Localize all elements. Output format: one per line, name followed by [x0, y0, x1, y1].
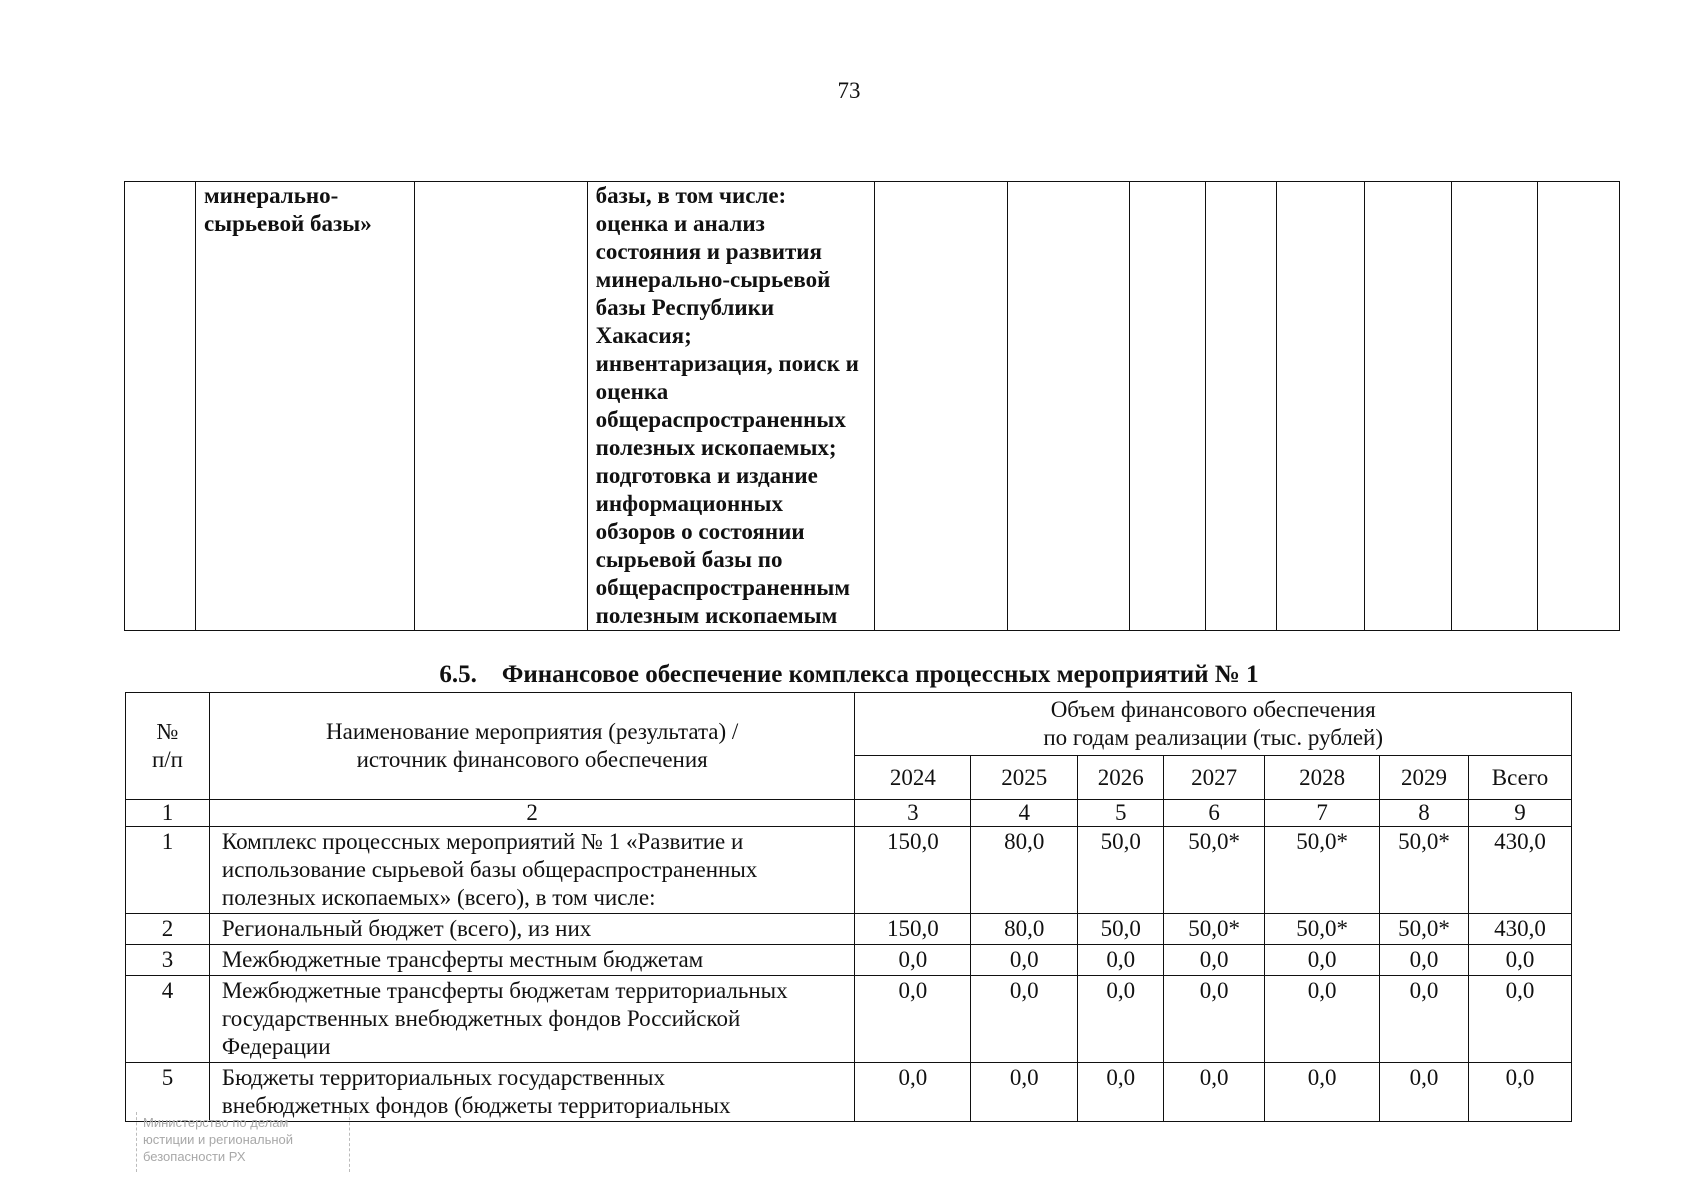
row-value: 0,0	[971, 1063, 1078, 1122]
cont-line: сырьевой базы по	[595, 547, 783, 572]
stamp-line: Министерство по делам	[143, 1115, 289, 1130]
cont-line: подготовка и издание	[595, 463, 818, 488]
cont-cell-12	[1537, 182, 1619, 631]
cont-cell-6	[1007, 182, 1130, 631]
continuation-row	[125, 182, 1620, 631]
cont-cell-8	[1206, 182, 1277, 631]
cont-cell-3	[414, 182, 587, 631]
cont-cell-11	[1452, 182, 1538, 631]
row-value: 50,0*	[1380, 827, 1469, 914]
cont-line: информационных	[595, 491, 784, 516]
cont-line: полезным ископаемым	[595, 603, 838, 628]
row-value: 0,0	[855, 945, 971, 976]
row-value: 0,0	[1380, 976, 1469, 1063]
cont-line: базы, в том числе:	[595, 183, 787, 208]
row-value: 0,0	[855, 1063, 971, 1122]
cont-cell-5	[874, 182, 1007, 631]
header-year: 2024	[855, 756, 971, 800]
table-row	[126, 827, 1572, 914]
row-value: 0,0	[1265, 945, 1380, 976]
cont-cell-1	[125, 182, 196, 631]
cont-cell-9	[1277, 182, 1365, 631]
section-title: 6.5. Финансовое обеспечение комплекса процессных мероприятий № 1	[439, 661, 1259, 688]
header-volume-line1: Объем финансового обеспечения	[1050, 697, 1376, 722]
header-volume	[855, 693, 1572, 756]
cont-line: общераспространенным	[595, 575, 851, 600]
header-year: 2025	[971, 756, 1078, 800]
cont-line: минерально-	[203, 183, 339, 208]
row-value: 150,0	[855, 827, 971, 914]
cont-line: обзоров о состоянии	[595, 519, 805, 544]
cont-cell-name	[195, 182, 414, 631]
row-value: 0,0	[1078, 976, 1164, 1063]
column-number: 9	[1469, 800, 1572, 827]
row-name-line: полезных ископаемых» (всего), в том числе:	[221, 885, 656, 910]
row-value: 80,0	[971, 914, 1078, 945]
header-total: Всего	[1469, 756, 1572, 800]
row-name-line: Региональный бюджет (всего), из них	[221, 916, 592, 941]
cont-line: состояния и развития	[595, 239, 822, 264]
row-number: 2	[126, 914, 210, 945]
column-number: 3	[855, 800, 971, 827]
header-year: 2027	[1164, 756, 1265, 800]
row-name	[209, 914, 854, 945]
cont-line: базы Республики	[595, 295, 775, 320]
stamp-line: безопасности РХ	[143, 1149, 246, 1164]
row-value: 0,0	[1078, 945, 1164, 976]
header-num-line1: №	[156, 719, 179, 744]
row-value: 0,0	[1164, 945, 1265, 976]
row-value: 0,0	[1078, 1063, 1164, 1122]
row-value: 150,0	[855, 914, 971, 945]
cont-line: полезных ископаемых;	[595, 435, 837, 460]
row-value: 0,0	[855, 976, 971, 1063]
row-name-line: государственных внебюджетных фондов Российской	[221, 1006, 741, 1031]
header-name-line2: источник финансового обеспечения	[356, 747, 708, 772]
cont-line: сырьевой базы»	[203, 211, 372, 236]
row-value: 50,0*	[1164, 827, 1265, 914]
row-total: 0,0	[1469, 945, 1572, 976]
header-name	[209, 693, 854, 800]
row-value: 50,0*	[1164, 914, 1265, 945]
cont-line: минерально-сырьевой	[595, 267, 831, 292]
page-number: 73	[837, 78, 861, 103]
row-name	[209, 945, 854, 976]
table-row	[126, 914, 1572, 945]
cont-line: общераспространенных	[595, 407, 846, 432]
row-name	[209, 827, 854, 914]
cont-cell-description	[587, 182, 874, 631]
row-value: 50,0*	[1265, 914, 1380, 945]
row-name-line: Межбюджетные трансферты бюджетам территориальных	[221, 978, 788, 1003]
table-row	[126, 976, 1572, 1063]
row-total: 0,0	[1469, 976, 1572, 1063]
column-number: 8	[1380, 800, 1469, 827]
cont-line: инвентаризация, поиск и	[595, 351, 859, 376]
column-number: 4	[971, 800, 1078, 827]
row-number: 4	[126, 976, 210, 1063]
row-number: 1	[126, 827, 210, 914]
finance-table	[125, 692, 1572, 1122]
row-value: 50,0*	[1265, 827, 1380, 914]
header-num	[126, 693, 210, 800]
row-name-line: Федерации	[221, 1034, 331, 1059]
row-value: 0,0	[971, 976, 1078, 1063]
cont-line: Хакасия;	[595, 323, 692, 348]
row-name-line: Бюджеты территориальных государственных	[221, 1065, 665, 1090]
row-value: 0,0	[1164, 1063, 1265, 1122]
row-total: 0,0	[1469, 1063, 1572, 1122]
column-number: 6	[1164, 800, 1265, 827]
header-year: 2028	[1265, 756, 1380, 800]
row-total: 430,0	[1469, 914, 1572, 945]
row-value: 0,0	[1164, 976, 1265, 1063]
row-value: 50,0	[1078, 827, 1164, 914]
row-value: 0,0	[1380, 1063, 1469, 1122]
column-number: 5	[1078, 800, 1164, 827]
header-year: 2029	[1380, 756, 1469, 800]
column-number: 1	[126, 800, 210, 827]
cont-cell-7	[1130, 182, 1206, 631]
cont-cell-10	[1365, 182, 1452, 631]
column-number: 7	[1265, 800, 1380, 827]
row-name-line: использование сырьевой базы общераспространенных	[221, 857, 758, 882]
row-number: 5	[126, 1063, 210, 1122]
row-value: 0,0	[971, 945, 1078, 976]
row-name	[209, 976, 854, 1063]
row-value: 0,0	[1265, 1063, 1380, 1122]
row-name-line: внебюджетных фондов (бюджеты территориальных	[221, 1093, 731, 1118]
row-name-line: Межбюджетные трансферты местным бюджетам	[221, 947, 704, 972]
continuation-table	[124, 181, 1620, 631]
column-number-row	[126, 800, 1572, 827]
row-total: 430,0	[1469, 827, 1572, 914]
ministry-stamp	[136, 1112, 350, 1172]
row-value: 50,0*	[1380, 914, 1469, 945]
column-number: 2	[209, 800, 854, 827]
table-row	[126, 945, 1572, 976]
row-value: 80,0	[971, 827, 1078, 914]
header-row-1	[126, 693, 1572, 756]
row-number: 3	[126, 945, 210, 976]
row-value: 0,0	[1265, 976, 1380, 1063]
header-volume-line2: по годам реализации (тыс. рублей)	[1043, 725, 1384, 750]
row-value: 0,0	[1380, 945, 1469, 976]
header-name-line1: Наименование мероприятия (результата) /	[326, 719, 739, 744]
row-value: 50,0	[1078, 914, 1164, 945]
cont-line: оценка	[595, 379, 669, 404]
row-name-line: Комплекс процессных мероприятий № 1 «Развитие и	[221, 829, 744, 854]
stamp-line: юстиции и региональной	[143, 1132, 294, 1147]
cont-line: оценка и анализ	[595, 211, 765, 236]
header-num-line2: п/п	[151, 747, 183, 772]
header-year: 2026	[1078, 756, 1164, 800]
